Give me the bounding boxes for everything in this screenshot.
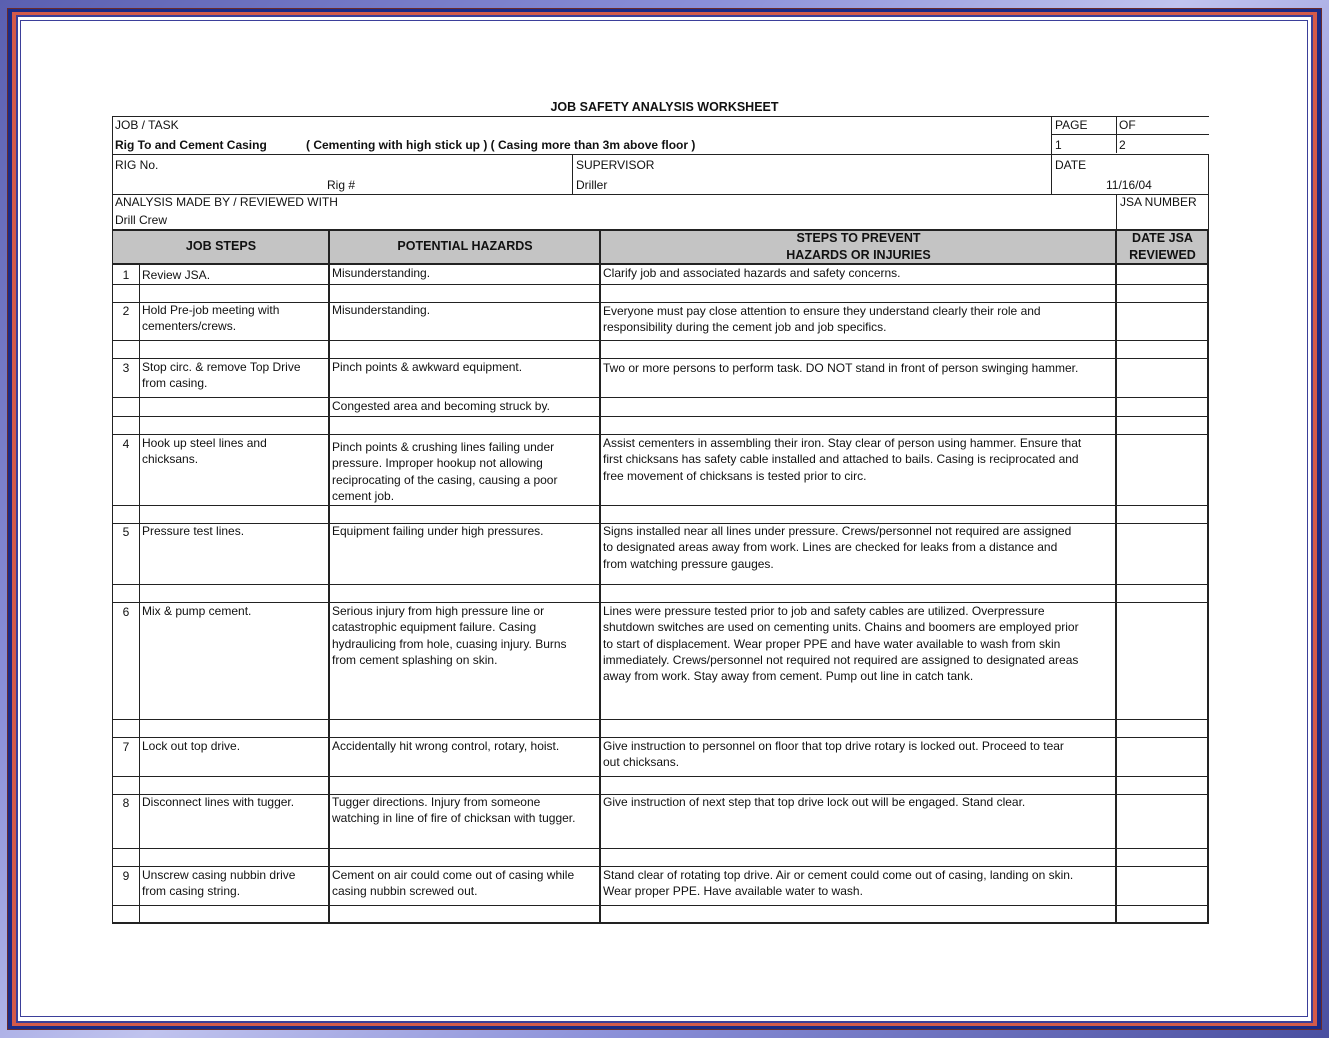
row-3-step: Stop circ. & remove Top Drive from casing. xyxy=(142,360,301,391)
row-7-number: 7 xyxy=(122,740,130,754)
row-1-step: Review JSA. xyxy=(142,268,211,282)
row-3-hazard: Pinch points & awkward equipment. xyxy=(332,360,523,374)
row-9-prevent: Stand clear of rotating top drive. Air or cement could come out of casing, landing on skin. Wear proper PPE. Have available water to wash. xyxy=(603,868,1074,899)
row-2-step: Hold Pre-job meeting with cementers/crews. xyxy=(142,303,280,334)
row-4-step: Hook up steel lines and chicksans. xyxy=(142,436,267,467)
row-5-number: 5 xyxy=(122,525,130,539)
row-9-step: Unscrew casing nubbin drive from casing string. xyxy=(142,868,296,899)
row-8-step: Disconnect lines with tugger. xyxy=(142,795,295,809)
page-mid-line xyxy=(1051,134,1209,135)
row-line xyxy=(112,505,1209,506)
row-2-prevent: Everyone must pay close attention to ensure they understand clearly their role and responsibility during the cement job and job specifics. xyxy=(603,304,1041,335)
rig-label: RIG No. xyxy=(115,158,159,172)
supervisor-col-line xyxy=(572,154,573,194)
row-3-prevent: Two or more persons to perform task. DO NOT stand in front of person swinging hammer. xyxy=(603,361,1079,375)
row-9-number: 9 xyxy=(122,869,130,883)
row-line xyxy=(112,848,1209,849)
steps-col-line xyxy=(328,229,330,923)
supervisor-label: SUPERVISOR xyxy=(576,158,655,172)
col-job-steps: JOB STEPS xyxy=(185,239,257,253)
row-2-number: 2 xyxy=(122,304,130,318)
jsa-number-label: JSA NUMBER xyxy=(1120,195,1197,209)
row-1-hazard: Misunderstanding. xyxy=(332,266,431,280)
row-6-prevent: Lines were pressure tested prior to job and safety cables are utilized. Overpressure shutdown switches are used on cementing units. Chains and boomers are employed prior to start of displacement. Wear proper PPE and have water available to wash from skin immediately. Crews/personnel not required not required are assigned to designated areas away from work. Stay away from cement. Pump out line in catch tank. xyxy=(603,604,1079,684)
right-border xyxy=(1207,229,1209,923)
num-col-line xyxy=(139,264,140,923)
row-6-number: 6 xyxy=(122,605,130,619)
analysis-value: Drill Crew xyxy=(115,213,167,227)
row-line xyxy=(112,719,1209,720)
row-5-prevent: Signs installed near all lines under pressure. Crews/personnel not required are assigned to designated areas away from work. Lines are checked for leaks from a distance and from watching pressure gauges. xyxy=(603,524,1072,571)
row-7-hazard: Accidentally hit wrong control, rotary, hoist. xyxy=(332,739,560,753)
of-label: OF xyxy=(1119,118,1136,132)
date-right-line xyxy=(1208,154,1209,194)
page-label: PAGE xyxy=(1055,118,1088,132)
row-line xyxy=(112,905,1209,906)
row-5-hazard: Equipment failing under high pressures. xyxy=(332,524,544,538)
analysis-label: ANALYSIS MADE BY / REVIEWED WITH xyxy=(115,195,338,209)
row-line xyxy=(112,397,1209,398)
row-3b-hazard: Congested area and becoming struck by. xyxy=(332,399,550,413)
col-prevent: STEPS TO PREVENT HAZARDS OR INJURIES xyxy=(786,231,931,262)
col-hazards: POTENTIAL HAZARDS xyxy=(397,239,533,253)
row-line xyxy=(112,340,1209,341)
jsa-right-line xyxy=(1208,194,1209,230)
row-5-step: Pressure test lines. xyxy=(142,524,245,538)
date-value: 11/16/04 xyxy=(1106,178,1152,192)
job-task-value: Rig To and Cement Casing xyxy=(115,138,267,152)
row-7-prevent: Give instruction to personnel on floor that top drive rotary is locked out. Proceed to tear out chicksans. xyxy=(603,739,1064,770)
header-top-line xyxy=(112,116,1209,117)
row-3-number: 3 xyxy=(122,361,130,375)
prevent-col-line xyxy=(1115,229,1117,923)
row-line xyxy=(112,284,1209,285)
row-6-hazard: Serious injury from high pressure line or catastrophic equipment failure. Casing hydraulicing from hole, cuasing injury. Burns from cement splashing on skin. xyxy=(332,604,567,667)
date-label: DATE xyxy=(1055,158,1087,172)
row-8-number: 8 xyxy=(122,796,130,810)
jsa-col-line xyxy=(1116,194,1117,230)
table-bottom-line xyxy=(112,922,1209,924)
row-8-hazard: Tugger directions. Injury from someone watching in line of fire of chicksan with tugger. xyxy=(332,795,576,826)
row-1-prevent: Clarify job and associated hazards and safety concerns. xyxy=(603,266,901,280)
row-line xyxy=(112,416,1209,417)
supervisor-value: Driller xyxy=(576,178,608,192)
page-col-line xyxy=(1051,116,1052,194)
row-6-step: Mix & pump cement. xyxy=(142,604,252,618)
row-4-number: 4 xyxy=(122,437,130,451)
row-line xyxy=(112,776,1209,777)
rig-value: Rig # xyxy=(327,178,356,192)
row-4-hazard: Pinch points & crushing lines failing under pressure. Improper hookup not allowing reciprocating of the casing, causing a poor cement job. xyxy=(332,440,558,503)
row-8-prevent: Give instruction of next step that top drive lock out will be engaged. Stand clear. xyxy=(603,795,1026,809)
worksheet-title: JOB SAFETY ANALYSIS WORKSHEET xyxy=(550,100,779,114)
page-value: 1 xyxy=(1055,138,1062,152)
col-date-reviewed: DATE JSA REVIEWED xyxy=(1129,231,1196,262)
row-line xyxy=(112,584,1209,585)
row-9-hazard: Cement on air could come out of casing while casing nubbin screwed out. xyxy=(332,868,575,899)
row-1-number: 1 xyxy=(122,268,130,282)
hazards-col-line xyxy=(599,229,601,923)
of-value: 2 xyxy=(1119,138,1126,152)
row-7-step: Lock out top drive. xyxy=(142,739,241,753)
job-task-detail: ( Cementing with high stick up ) ( Casing more than 3m above floor ) xyxy=(306,138,696,152)
header-line-2 xyxy=(112,154,1209,155)
row-4-prevent: Assist cementers in assembling their iron. Stay clear of person using hammer. Ensure that first chicksans has safety cable installed and attached to bails. Casing is reciprocated and free movement of chicksans is tested prior to circ. xyxy=(603,436,1082,483)
row-2-hazard: Misunderstanding. xyxy=(332,303,431,317)
job-task-label: JOB / TASK xyxy=(115,118,179,132)
